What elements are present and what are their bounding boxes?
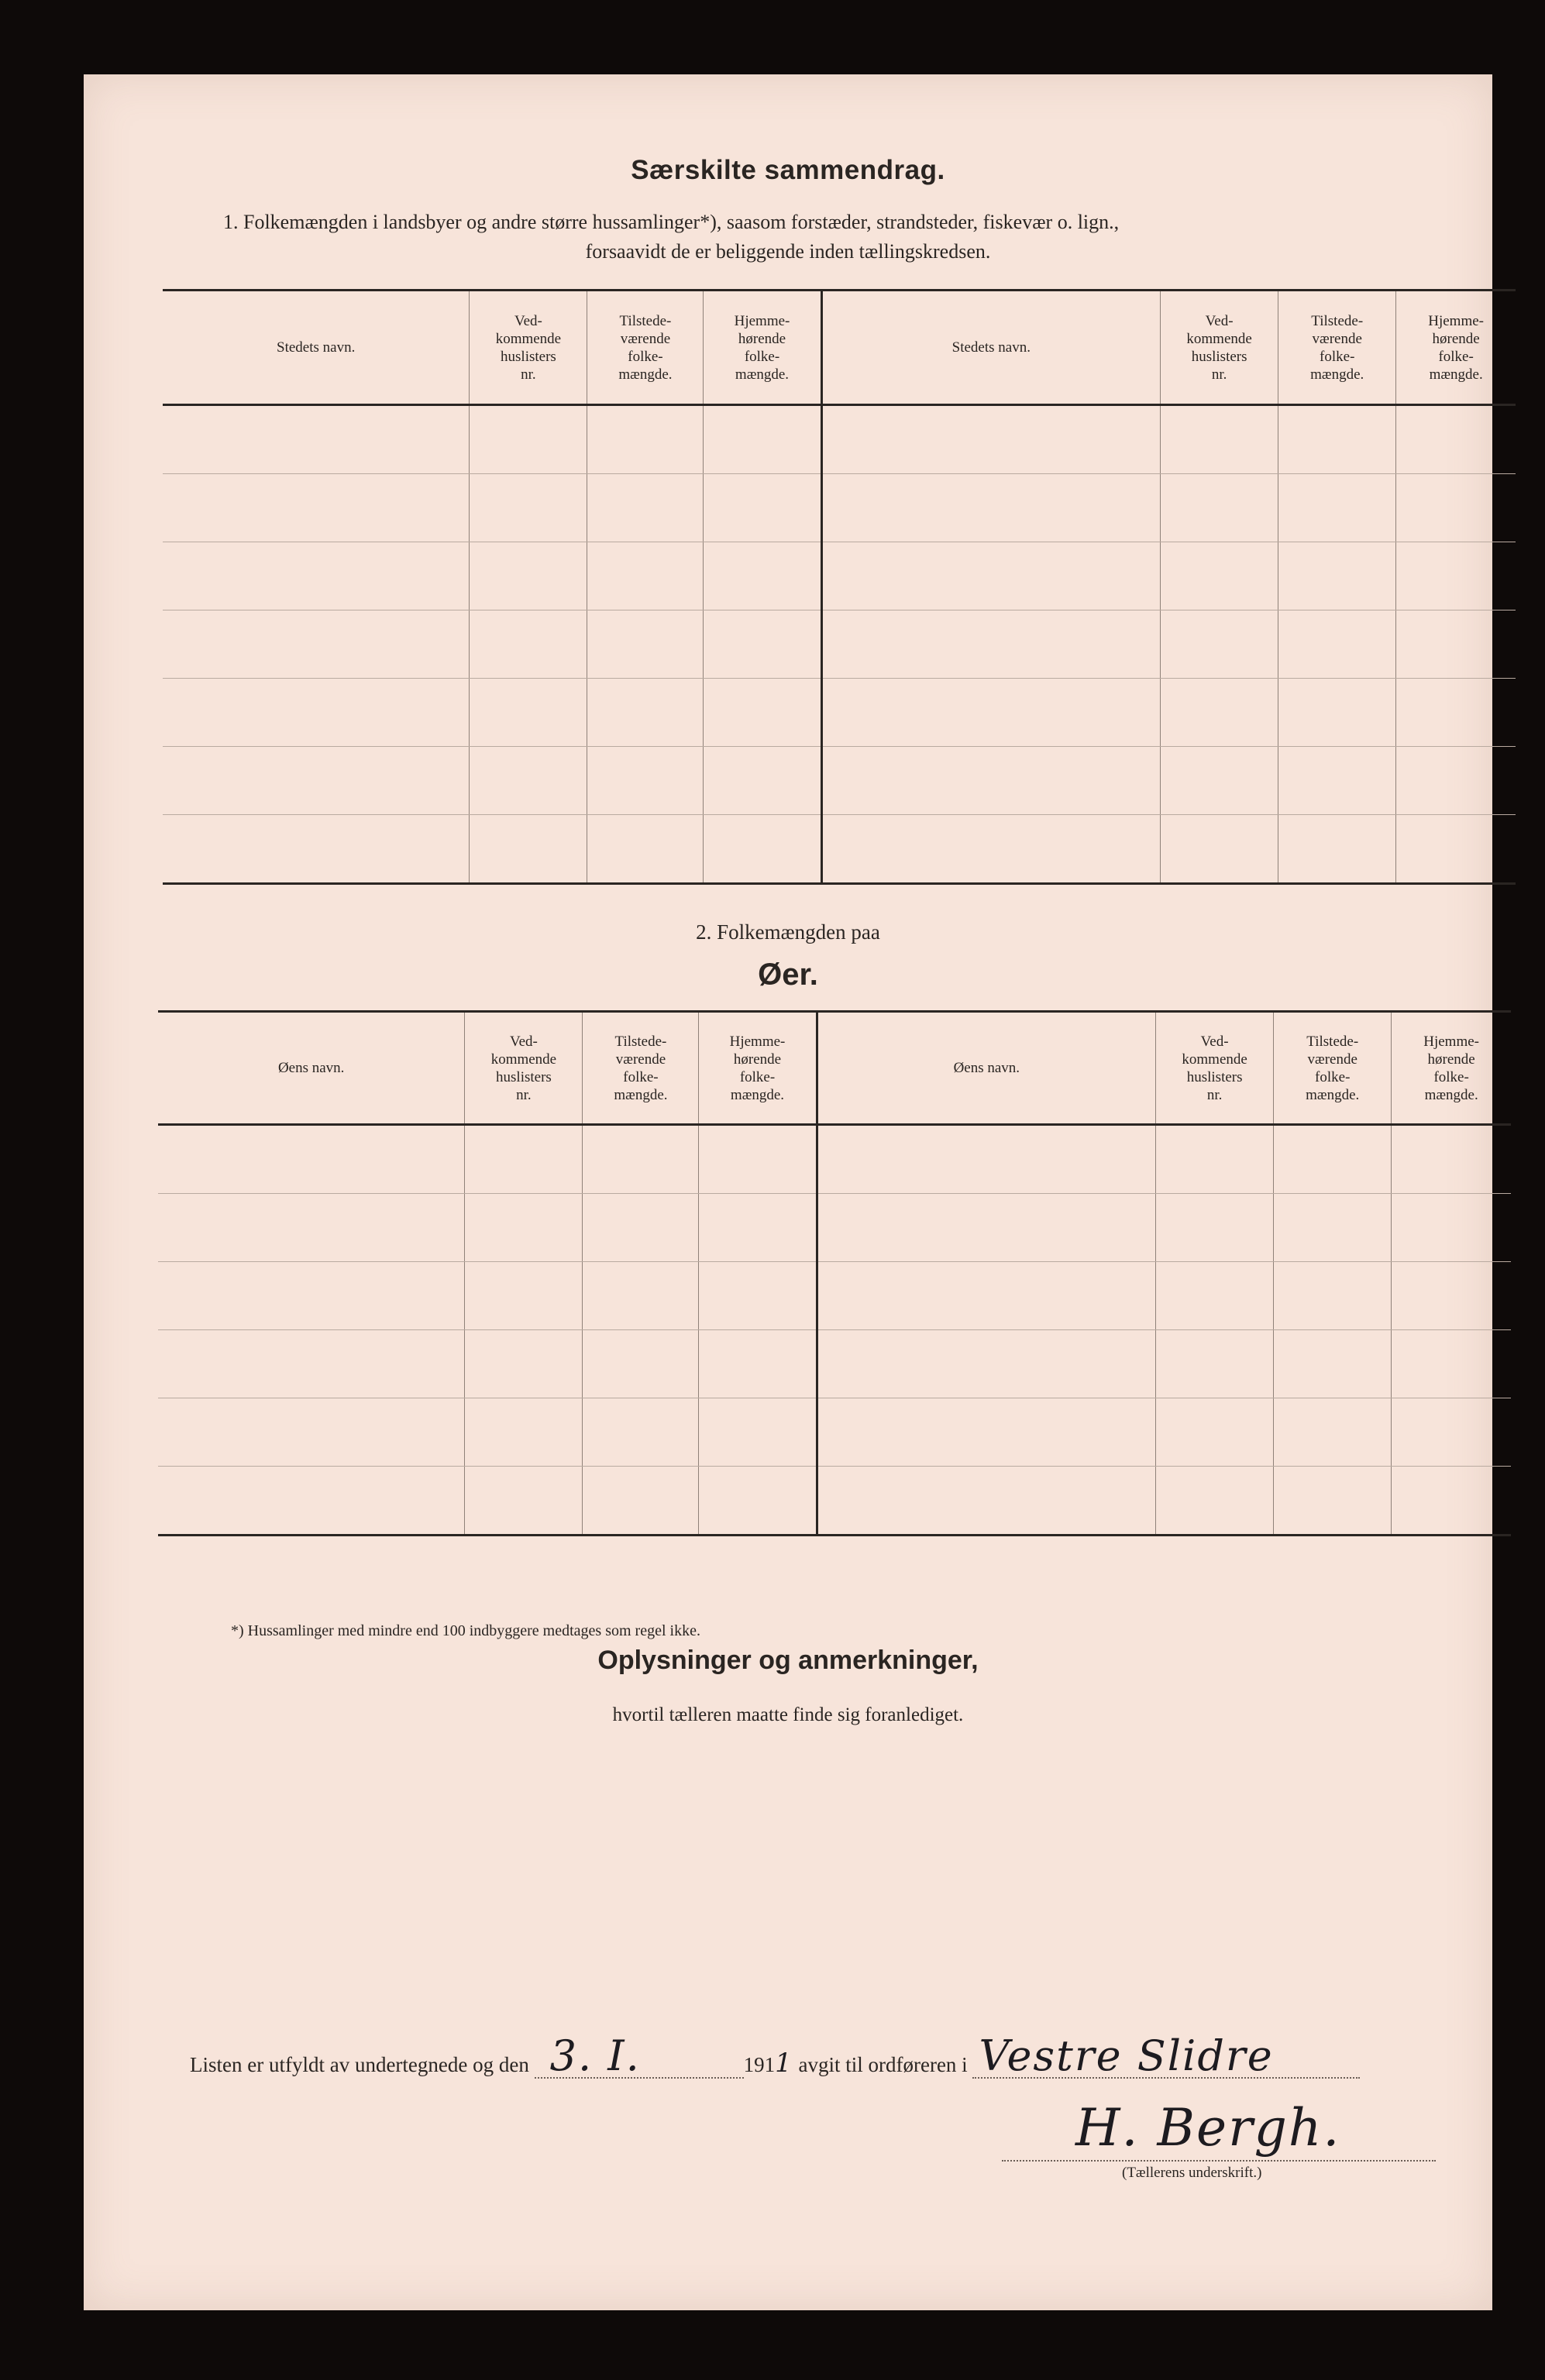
table-row [163, 815, 1516, 884]
table-cell[interactable] [1392, 1330, 1511, 1398]
table-cell[interactable] [821, 815, 1161, 884]
table-cell[interactable] [163, 679, 470, 747]
col-island-name-right: Øens navn. [817, 1012, 1156, 1125]
col-resident-population-right: Hjemme- hørende folke- mængde. [1396, 291, 1516, 405]
table-cell[interactable] [465, 1194, 583, 1262]
table-cell[interactable] [1278, 610, 1396, 679]
table-cell[interactable] [699, 1194, 817, 1262]
date-field[interactable] [535, 2031, 744, 2080]
table-cell[interactable] [1396, 542, 1516, 610]
table-cell[interactable] [163, 747, 470, 815]
table-cell[interactable] [583, 1125, 699, 1194]
table-cell[interactable] [587, 679, 704, 747]
table-cell[interactable] [1392, 1467, 1511, 1536]
table-cell[interactable] [1278, 679, 1396, 747]
table-row [158, 1194, 1511, 1262]
table-cell[interactable] [465, 1398, 583, 1467]
col-place-name: Stedets navn. [163, 291, 470, 405]
table-cell[interactable] [817, 1330, 1156, 1398]
col-present-population: Tilstede- værende folke- mængde. [587, 291, 704, 405]
col-present-population-right: Tilstede- værende folke- mængde. [1278, 291, 1396, 405]
year-handwritten: 1 [775, 2048, 793, 2079]
col-resident-population-right: Hjemme- hørende folke- mængde. [1392, 1012, 1511, 1125]
table-row [163, 610, 1516, 679]
table-cell[interactable] [1392, 1398, 1511, 1467]
table-cell[interactable] [1274, 1194, 1392, 1262]
table-cell[interactable] [465, 1467, 583, 1536]
table-cell[interactable] [583, 1262, 699, 1330]
table-cell[interactable] [1278, 815, 1396, 884]
table-cell[interactable] [470, 474, 587, 542]
col-household-list-nr: Ved- kommende huslisters nr. [465, 1012, 583, 1125]
table-cell[interactable] [1161, 815, 1278, 884]
table-cell[interactable] [158, 1262, 465, 1330]
table-cell[interactable] [1161, 610, 1278, 679]
table-cell[interactable] [817, 1467, 1156, 1536]
municipality-handwritten: Vestre Slidre [979, 2031, 1274, 2080]
table-cell[interactable] [1161, 542, 1278, 610]
table-cell[interactable] [821, 474, 1161, 542]
table-cell[interactable] [1396, 679, 1516, 747]
col-place-name-right: Stedets navn. [821, 291, 1161, 405]
table-row [163, 542, 1516, 610]
section2-label: 2. Folkemængden paa [696, 920, 880, 944]
col-present-population: Tilstede- værende folke- mængde. [583, 1012, 699, 1125]
table-cell[interactable] [699, 1125, 817, 1194]
table-row [163, 747, 1516, 815]
table-cell[interactable] [699, 1398, 817, 1467]
settlements-table [163, 289, 1516, 885]
date-handwritten: 3. I. [549, 2031, 641, 2080]
table-cell[interactable] [470, 747, 587, 815]
table-cell[interactable] [1392, 1262, 1511, 1330]
census-form-page [84, 74, 1492, 2310]
table-cell[interactable] [817, 1262, 1156, 1330]
table-cell[interactable] [587, 542, 704, 610]
table-cell[interactable] [704, 747, 821, 815]
table-cell[interactable] [699, 1262, 817, 1330]
table-cell[interactable] [470, 405, 587, 474]
table-cell[interactable] [1274, 1467, 1392, 1536]
enumerator-signature: H. Bergh. [1075, 2098, 1341, 2158]
year-printed: 191 [743, 2053, 776, 2076]
notes-subtitle: hvortil tælleren maatte finde sig foranlediget. [612, 1704, 964, 1725]
table-cell[interactable] [1161, 474, 1278, 542]
table-cell[interactable] [817, 1194, 1156, 1262]
col-household-list-nr-right: Ved- kommende huslisters nr. [1161, 291, 1278, 405]
table-row [163, 405, 1516, 474]
table-cell[interactable] [1274, 1330, 1392, 1398]
table-row [158, 1125, 1511, 1194]
signature-caption: (Tællerens underskrift.) [1122, 2165, 1262, 2181]
table-cell[interactable] [163, 815, 470, 884]
footnote: *) Hussamlinger med mindre end 100 indbyggere medtages som regel ikke. [231, 1622, 700, 1639]
table-cell[interactable] [1278, 747, 1396, 815]
col-present-population-right: Tilstede- værende folke- mængde. [1274, 1012, 1392, 1125]
table-cell[interactable] [699, 1330, 817, 1398]
table-row [158, 1467, 1511, 1536]
table-cell[interactable] [158, 1467, 465, 1536]
table-cell[interactable] [465, 1262, 583, 1330]
table-cell[interactable] [817, 1398, 1156, 1467]
col-island-name: Øens navn. [158, 1012, 465, 1125]
table-cell[interactable] [1392, 1125, 1511, 1194]
table-cell[interactable] [704, 474, 821, 542]
col-resident-population: Hjemme- hørende folke- mængde. [699, 1012, 817, 1125]
table-cell[interactable] [158, 1330, 465, 1398]
completion-middle: avgit til ordføreren i [798, 2053, 968, 2076]
completion-line [190, 2031, 1360, 2080]
col-resident-population: Hjemme- hørende folke- mængde. [704, 291, 821, 405]
table-row [158, 1330, 1511, 1398]
table-cell[interactable] [1396, 747, 1516, 815]
table-row [163, 474, 1516, 542]
table-cell[interactable] [704, 610, 821, 679]
table-cell[interactable] [465, 1125, 583, 1194]
section2-heading: Øer. [758, 958, 818, 992]
table-cell[interactable] [587, 405, 704, 474]
table-cell[interactable] [470, 815, 587, 884]
table-cell[interactable] [1274, 1262, 1392, 1330]
table-cell[interactable] [1161, 679, 1278, 747]
table-cell[interactable] [470, 679, 587, 747]
table-cell[interactable] [1156, 1398, 1274, 1467]
table-cell[interactable] [587, 474, 704, 542]
table-cell[interactable] [1156, 1125, 1274, 1194]
islands-table [158, 1010, 1511, 1536]
table-cell[interactable] [1278, 474, 1396, 542]
table-cell[interactable] [1396, 610, 1516, 679]
table-cell[interactable] [821, 405, 1161, 474]
table-cell[interactable] [821, 747, 1161, 815]
section1-description-line1: 1. Folkemængden i landsbyer og andre større hussamlinger*), saasom forstæder, strandsteder, fiskevær o. lign., [223, 211, 1120, 233]
table-cell[interactable] [699, 1467, 817, 1536]
table-cell[interactable] [163, 474, 470, 542]
table-cell[interactable] [1278, 542, 1396, 610]
completion-prefix: Listen er utfyldt av undertegnede og den [190, 2053, 529, 2076]
municipality-field[interactable] [972, 2031, 1360, 2080]
section1-description-line2: forsaavidt de er beliggende inden tællingskredsen. [585, 240, 991, 263]
table-cell[interactable] [158, 1398, 465, 1467]
table-cell[interactable] [817, 1125, 1156, 1194]
form-title: Særskilte sammendrag. [631, 155, 945, 185]
table-cell[interactable] [704, 405, 821, 474]
table-cell[interactable] [587, 815, 704, 884]
table-cell[interactable] [1396, 474, 1516, 542]
table-cell[interactable] [1274, 1398, 1392, 1467]
table-row [163, 679, 1516, 747]
table-cell[interactable] [587, 747, 704, 815]
table-cell[interactable] [470, 542, 587, 610]
table-row [158, 1398, 1511, 1467]
table-cell[interactable] [1392, 1194, 1511, 1262]
table-cell[interactable] [1156, 1262, 1274, 1330]
col-household-list-nr: Ved- kommende huslisters nr. [470, 291, 587, 405]
table-cell[interactable] [1161, 405, 1278, 474]
table-cell[interactable] [163, 405, 470, 474]
table-cell[interactable] [704, 679, 821, 747]
table-cell[interactable] [704, 542, 821, 610]
table-cell[interactable] [821, 679, 1161, 747]
table-cell[interactable] [821, 610, 1161, 679]
table-cell[interactable] [583, 1194, 699, 1262]
table-cell[interactable] [158, 1194, 465, 1262]
table-cell[interactable] [1396, 815, 1516, 884]
table-cell[interactable] [583, 1330, 699, 1398]
col-household-list-nr-right: Ved- kommende huslisters nr. [1156, 1012, 1274, 1125]
table-cell[interactable] [583, 1398, 699, 1467]
table-cell[interactable] [587, 610, 704, 679]
table-row [158, 1262, 1511, 1330]
signature-line[interactable] [1002, 2158, 1436, 2162]
table-cell[interactable] [1156, 1467, 1274, 1536]
table-cell[interactable] [465, 1330, 583, 1398]
table-cell[interactable] [704, 815, 821, 884]
table-cell[interactable] [1156, 1194, 1274, 1262]
notes-title: Oplysninger og anmerkninger, [597, 1646, 979, 1675]
table-cell[interactable] [821, 542, 1161, 610]
table-cell[interactable] [470, 610, 587, 679]
table-cell[interactable] [1161, 747, 1278, 815]
table-cell[interactable] [1278, 405, 1396, 474]
table-cell[interactable] [158, 1125, 465, 1194]
table-cell[interactable] [163, 542, 470, 610]
table-cell[interactable] [1274, 1125, 1392, 1194]
table-cell[interactable] [1156, 1330, 1274, 1398]
table-cell[interactable] [583, 1467, 699, 1536]
table-cell[interactable] [163, 610, 470, 679]
table-cell[interactable] [1396, 405, 1516, 474]
